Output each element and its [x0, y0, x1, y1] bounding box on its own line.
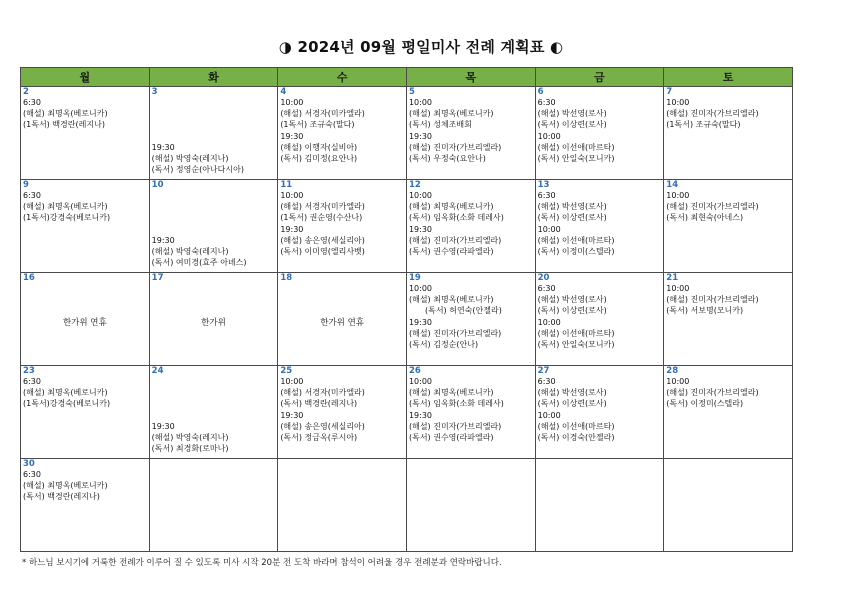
day-number: 18	[280, 273, 293, 283]
day-number: 9	[23, 180, 29, 190]
day-cell	[535, 180, 664, 273]
schedule-line: (독서) 권수영(라파엘라)	[408, 247, 494, 257]
schedule-line	[152, 119, 276, 130]
schedule-line: 19:30	[408, 317, 433, 327]
schedule-line	[152, 224, 276, 235]
schedule-line	[152, 212, 276, 223]
schedule-line: (독서) 이상련(로사)	[537, 120, 607, 130]
page-title: ◑ 2024년 09월 평일미사 전례 계획표 ◐	[278, 38, 564, 56]
week-row	[21, 87, 793, 180]
day-cell	[535, 87, 664, 180]
schedule-line: (해설) 최명옥(베로니카)	[408, 388, 494, 398]
schedule-line: (해설) 최명옥(베로니카)	[408, 295, 494, 305]
day-cell	[21, 366, 150, 459]
day-number: 20	[537, 273, 550, 283]
day-number: 24	[151, 366, 164, 376]
day-number: 28	[666, 366, 679, 376]
schedule-line: (해설) 서경자(미카엘라)	[280, 109, 365, 119]
schedule-line	[152, 190, 276, 201]
schedule-line: (해설) 진미자(가브리엘라)	[666, 295, 759, 305]
day-cell	[21, 87, 150, 180]
schedule-line: 10:00	[666, 377, 690, 386]
schedule-line: 6:30	[537, 98, 556, 107]
weekday-header: 화	[149, 68, 278, 87]
schedule-line: (해설) 박영숙(레지나)	[151, 246, 229, 256]
schedule-line: 19:30	[151, 142, 175, 152]
week-row	[21, 459, 793, 552]
schedule-line: (독서) 안일숙(모니카)	[537, 340, 615, 350]
schedule-line: (해설) 서경자(미카엘라)	[280, 388, 365, 398]
schedule-line: (해설) 진미자(가브리엘라)	[666, 202, 759, 212]
schedule-line: (해설) 진미자(가브리엘라)	[408, 235, 502, 245]
day-number: 2	[23, 87, 29, 97]
schedule-line: 10:00	[537, 410, 561, 420]
day-cell	[406, 459, 535, 552]
day-number: 17	[151, 273, 164, 283]
schedule-line: 10:00	[537, 224, 561, 234]
day-cell	[664, 180, 793, 273]
schedule-line: (독서) 이상련(로사)	[537, 213, 607, 223]
schedule-line: 19:30	[408, 131, 433, 141]
schedule-line: 6:30	[537, 377, 556, 386]
schedule-line: 19:30	[408, 410, 433, 420]
day-cell	[278, 459, 407, 552]
weekday-header: 수	[278, 68, 407, 87]
schedule-line: 10:00	[666, 284, 690, 293]
schedule-line: 19:30	[408, 224, 433, 234]
day-cell	[278, 87, 407, 180]
schedule-line: (1독서) 권순영(수산나)	[280, 213, 363, 223]
schedule-line: (독서) 이미영(엘리사벳)	[280, 247, 365, 257]
schedule-line: (독서) 최현숙(아네스)	[666, 213, 744, 223]
day-cell	[21, 180, 150, 273]
schedule-line: (해설) 박영숙(레지나)	[151, 153, 229, 163]
schedule-line: (독서) 임옥화(소화 데레사)	[408, 399, 504, 409]
schedule-line: (독서) 여미경(효주 아녜스)	[151, 258, 247, 268]
schedule-line: (독서) 정영순(아나다시아)	[151, 165, 244, 175]
schedule-line: 19:30	[280, 131, 304, 141]
schedule-calendar	[20, 67, 793, 552]
schedule-line	[152, 387, 276, 398]
day-cell	[149, 459, 278, 552]
holiday-label: 한가위 연휴	[320, 318, 365, 328]
day-number: 16	[23, 273, 35, 283]
day-cell	[535, 366, 664, 459]
schedule-line: (해설) 박선영(로사)	[537, 388, 607, 398]
day-number: 4	[280, 87, 287, 97]
day-number: 23	[23, 366, 35, 376]
schedule-line	[152, 376, 276, 387]
day-number: 30	[23, 459, 35, 469]
schedule-line: 10:00	[537, 317, 561, 327]
day-cell	[406, 366, 535, 459]
schedule-line: (해설) 박선영(로사)	[537, 202, 607, 212]
day-cell	[535, 459, 664, 552]
day-cell	[149, 366, 278, 459]
schedule-line: 10:00	[408, 284, 433, 293]
day-number: 5	[408, 87, 415, 97]
day-number: 3	[151, 87, 158, 97]
day-number: 26	[408, 366, 421, 376]
schedule-line: (독서) 이정미(스텔라)	[666, 399, 744, 409]
schedule-line: (독서) 백경란(레지나)	[23, 492, 100, 502]
holiday-label: 한가위 연휴	[62, 318, 107, 328]
schedule-line: (1독서) 조규숙(말다)	[280, 120, 355, 130]
day-number: 11	[280, 180, 293, 190]
schedule-line: (독서) 이상련(로사)	[537, 399, 607, 409]
schedule-line: (1독서)강경숙(베로니카)	[23, 399, 111, 409]
day-number: 21	[666, 273, 679, 283]
schedule-line: (독서) 서보명(모니카)	[666, 306, 744, 316]
schedule-line	[152, 131, 276, 142]
day-cell	[278, 180, 407, 273]
schedule-line	[152, 201, 276, 212]
day-cell	[406, 273, 535, 366]
day-cell	[278, 273, 407, 366]
schedule-line: (독서) 우정숙(요안나)	[408, 154, 486, 164]
day-number: 12	[408, 180, 421, 190]
day-cell	[21, 273, 150, 366]
schedule-line: (독서) 최경화(로마나)	[151, 444, 229, 454]
schedule-line: (독서) 백경란(레지나)	[280, 399, 358, 409]
schedule-line: (해설) 이선애(마르타)	[537, 328, 615, 338]
schedule-line: 19:30	[151, 235, 175, 245]
schedule-line: 6:30	[537, 284, 556, 293]
schedule-line: (해설) 진미자(가브리엘라)	[666, 109, 759, 119]
day-number: 25	[280, 366, 293, 376]
schedule-line: 6:30	[23, 98, 41, 107]
schedule-line: (독서) 임옥화(소화 데레사)	[408, 213, 504, 223]
schedule-line: (독서) 이상련(로사)	[537, 306, 607, 316]
day-number: 6	[537, 87, 544, 97]
weekday-header-row	[21, 68, 793, 87]
schedule-line: (해설) 이선애(마르타)	[537, 142, 615, 152]
weekday-header: 목	[406, 68, 535, 87]
schedule-line: (해설) 이행자(실비아)	[280, 142, 358, 152]
schedule-line: (해설) 이선애(마르타)	[537, 421, 615, 431]
week-row	[21, 366, 793, 459]
day-cell	[278, 366, 407, 459]
day-cell	[664, 273, 793, 366]
schedule-line: 19:30	[280, 224, 304, 234]
schedule-line: (해설) 진미자(가브리엘라)	[408, 328, 502, 338]
day-cell	[664, 87, 793, 180]
schedule-line: (독서) 김미정(요안나)	[280, 154, 358, 164]
day-cell	[149, 273, 278, 366]
day-cell	[406, 87, 535, 180]
schedule-line: (해설) 최명옥(베로니카)	[23, 202, 108, 212]
schedule-line: (해설) 진미자(가브리엘라)	[408, 421, 502, 431]
schedule-line: (해설) 송은영(세실리아)	[280, 235, 365, 245]
day-number: 7	[666, 87, 673, 97]
holiday-label: 한가위	[201, 318, 226, 328]
schedule-line: 10:00	[280, 191, 304, 200]
weekday-header: 월	[21, 68, 150, 87]
schedule-line: (독서) 김정순(안나)	[408, 340, 479, 350]
weekday-header: 금	[535, 68, 664, 87]
day-cell	[149, 87, 278, 180]
schedule-line: 6:30	[23, 377, 41, 386]
schedule-line: (1독서) 조규숙(말다)	[666, 120, 741, 130]
schedule-line: 10:00	[408, 191, 433, 200]
schedule-line	[152, 398, 276, 409]
schedule-line: 10:00	[280, 377, 304, 386]
schedule-line: (해설) 이선애(마르타)	[537, 235, 615, 245]
schedule-line	[152, 108, 276, 119]
schedule-line: 19:30	[280, 410, 304, 420]
schedule-line: 19:30	[151, 421, 175, 431]
weekday-header: 토	[664, 68, 793, 87]
calendar-body	[21, 87, 793, 552]
schedule-line: (독서) 이경숙(안젤라)	[537, 433, 615, 443]
schedule-line: (해설) 최명옥(베로니카)	[408, 202, 494, 212]
schedule-line: (독서) 안일숙(모니카)	[537, 154, 615, 164]
day-number: 19	[408, 273, 421, 283]
schedule-line: (1독서) 백경란(레지나)	[23, 120, 105, 130]
day-cell	[535, 273, 664, 366]
schedule-line: (해설) 서경자(미카엘라)	[280, 202, 365, 212]
schedule-line: 6:30	[23, 470, 41, 479]
day-cell	[664, 459, 793, 552]
schedule-line: (해설) 박선영(로사)	[537, 109, 607, 119]
schedule-line: (해설) 최명옥(베로니카)	[408, 109, 494, 119]
day-number: 10	[151, 180, 164, 190]
schedule-line: 10:00	[408, 377, 433, 386]
footnote: * 하느님 보시기에 거룩한 전례가 이루어 질 수 있도록 미사 시작 20분 전 도착 바라며 참석이 어려울 경우 전례분과 연락바랍니다.	[22, 558, 502, 568]
day-number: 13	[537, 180, 550, 190]
schedule-line: (독서) 정금옥(루시아)	[280, 433, 358, 443]
schedule-line: (해설) 진미자(가브리엘라)	[408, 142, 502, 152]
day-number: 14	[666, 180, 679, 190]
day-cell	[21, 459, 150, 552]
day-cell	[149, 180, 278, 273]
schedule-line: 6:30	[537, 191, 556, 200]
schedule-line: (해설) 박영숙(레지나)	[151, 432, 229, 442]
schedule-line: 10:00	[666, 98, 690, 107]
schedule-line: (해설) 진미자(가브리엘라)	[666, 388, 759, 398]
week-row	[21, 180, 793, 273]
schedule-line	[152, 410, 276, 421]
schedule-line: 10:00	[537, 131, 561, 141]
schedule-line: (독서) 이정미(스텔라)	[537, 247, 615, 257]
schedule-line: 10:00	[666, 191, 690, 200]
schedule-line: 10:00	[280, 98, 304, 107]
schedule-line: (해설) 박선영(로사)	[537, 295, 607, 305]
schedule-line: (해설) 최명옥(베로니카)	[23, 388, 108, 398]
day-number: 27	[537, 366, 550, 376]
schedule-line: 6:30	[23, 191, 41, 200]
day-cell	[406, 180, 535, 273]
schedule-line: (해설) 송은영(세실리아)	[280, 421, 365, 431]
schedule-line: 10:00	[408, 98, 433, 107]
schedule-line: (해설) 최명옥(베로니카)	[23, 109, 108, 119]
schedule-line	[152, 97, 276, 108]
week-row	[21, 273, 793, 366]
day-cell	[664, 366, 793, 459]
schedule-line: (독서) 허연숙(안젤라)	[424, 306, 502, 316]
schedule-line: (독서) 권수영(라파엘라)	[408, 433, 494, 443]
schedule-line: (1독서)강경숙(베로니카)	[23, 213, 111, 223]
schedule-line: (해설) 최명옥(베로니카)	[23, 481, 108, 491]
schedule-line: (독서) 성체조배회	[408, 120, 472, 130]
